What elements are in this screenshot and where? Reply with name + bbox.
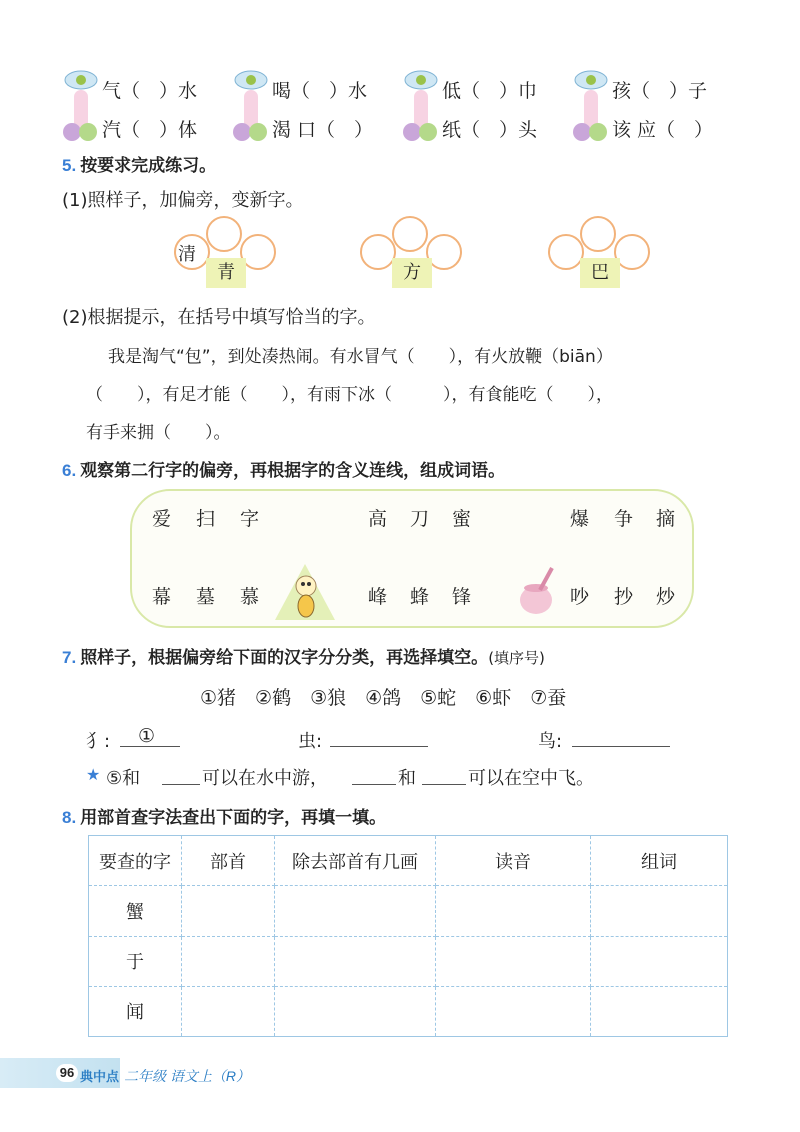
flower-dragonfly-icon <box>58 62 104 142</box>
bee-tent-icon <box>270 560 340 622</box>
match-bottom-char[interactable]: 幕 <box>152 586 172 608</box>
match-bottom-char[interactable]: 锋 <box>452 586 472 608</box>
honey-jar-icon <box>514 566 560 616</box>
flower-dragonfly-icon <box>568 62 614 142</box>
flower-dragonfly-icon <box>398 62 444 142</box>
category-insect-blank[interactable] <box>330 746 428 747</box>
table-input-cell[interactable] <box>275 936 436 986</box>
section8-title-text: 用部首查字法查出下面的字，再填一填。 <box>80 808 387 828</box>
section7-options: ①猪 ②鹤 ③狼 ④鸽 ⑤蛇 ⑥虾 ⑦蚕 <box>200 687 567 709</box>
category-wolf-label: 犭: <box>86 731 111 752</box>
section6-title <box>62 456 505 481</box>
section5-part2-instruction: (2)根据提示，在括号中填写恰当的字。 <box>62 307 376 328</box>
table-char-cell: 闻 <box>89 986 182 1036</box>
section5-part1-instruction: (1)照样子，加偏旁，变新字。 <box>62 190 304 211</box>
flower-row1-item: 喝（ ）水 <box>272 80 368 102</box>
table-input-cell[interactable] <box>591 936 728 986</box>
section5-paragraph-line: 我是淘气“包”，到处凑热闹。有水冒气（ ），有火放鞭（biān） <box>108 347 613 367</box>
match-bottom-char[interactable]: 峰 <box>368 586 388 608</box>
category-wolf-answer: ① <box>138 725 156 747</box>
footer-grade-text: 二年级 语文上（R） <box>124 1068 250 1084</box>
category-insect-label: 虫: <box>298 731 323 752</box>
petal-circle[interactable] <box>580 216 616 252</box>
example-result-char: 清 <box>178 244 196 265</box>
section8-number: 8. <box>62 808 77 827</box>
petal-circle[interactable] <box>360 234 396 270</box>
publisher-logo: 典中点 <box>80 1069 120 1084</box>
section6-title-text: 观察第二行字的偏旁，再根据字的含义连线，组成词语。 <box>80 461 506 481</box>
section5-paragraph-line: 有手来拥（ ）。 <box>86 423 231 443</box>
match-top-char[interactable]: 扫 <box>196 508 216 530</box>
flower-dragonfly-icon <box>228 62 274 142</box>
star-line-part: 和 <box>398 768 416 789</box>
section7-title-text: 照样子，根据偏旁给下面的汉字分分类，再选择填空。 <box>80 648 489 668</box>
petal-circle[interactable] <box>548 234 584 270</box>
section5-title <box>62 151 216 176</box>
section7-number: 7. <box>62 648 77 667</box>
flower-row2-item: 该 应（ ） <box>612 119 714 141</box>
match-bottom-char[interactable]: 慕 <box>240 586 260 608</box>
star-blank[interactable] <box>422 784 466 785</box>
match-bottom-char[interactable]: 抄 <box>614 586 634 608</box>
table-char-cell: 于 <box>89 936 182 986</box>
match-top-char[interactable]: 争 <box>614 508 634 530</box>
section5-title-text: 按要求完成练习。 <box>80 156 217 176</box>
petal-circle[interactable] <box>206 216 242 252</box>
table-row <box>89 986 728 1036</box>
table-header-cell: 除去部首有几画 <box>275 836 436 886</box>
flower-row1-item: 孩（ ）子 <box>612 80 708 102</box>
match-top-char[interactable]: 刀 <box>410 508 430 530</box>
table-input-cell[interactable] <box>275 886 436 936</box>
section7-title-note: (填序号) <box>488 649 545 667</box>
section8-title <box>62 803 386 828</box>
table-input-cell[interactable] <box>182 936 275 986</box>
section5-number: 5. <box>62 156 77 175</box>
table-input-cell[interactable] <box>182 986 275 1036</box>
table-header-cell: 读音 <box>436 836 591 886</box>
flower-row2-item: 渴 口（ ） <box>272 119 374 141</box>
match-top-char[interactable]: 高 <box>368 508 388 530</box>
star-line-part: 可以在空中飞。 <box>468 768 594 789</box>
star-line-part: 可以在水中游， <box>202 768 328 789</box>
page-number: 96 <box>56 1064 78 1082</box>
section7-title <box>62 643 545 668</box>
star-blank[interactable] <box>162 784 200 785</box>
table-input-cell[interactable] <box>436 936 591 986</box>
flower-row1-item: 气（ ）水 <box>102 80 198 102</box>
petal-circle[interactable] <box>392 216 428 252</box>
match-bottom-char[interactable]: 吵 <box>570 586 590 608</box>
flower-row2-item: 汽（ ）体 <box>102 119 198 141</box>
match-top-char[interactable]: 摘 <box>656 508 676 530</box>
match-top-char[interactable]: 字 <box>240 508 260 530</box>
table-header-cell: 组词 <box>591 836 728 886</box>
match-bottom-char[interactable]: 蜂 <box>410 586 430 608</box>
match-bottom-char[interactable]: 炒 <box>656 586 676 608</box>
match-top-char[interactable]: 蜜 <box>452 508 472 530</box>
base-char-box: 青 <box>206 258 246 288</box>
table-input-cell[interactable] <box>436 886 591 936</box>
match-top-char[interactable]: 爆 <box>570 508 590 530</box>
table-row <box>89 886 728 936</box>
category-bird-label: 鸟: <box>538 731 563 752</box>
dictionary-table <box>88 835 728 1037</box>
section6-number: 6. <box>62 461 77 480</box>
table-row <box>89 936 728 986</box>
section5-paragraph-line: （ ），有足才能（ ），有雨下冰（ ），有食能吃（ ）， <box>86 385 613 405</box>
table-input-cell[interactable] <box>436 986 591 1036</box>
table-input-cell[interactable] <box>182 886 275 936</box>
star-icon: ★ <box>86 765 101 784</box>
table-input-cell[interactable] <box>275 986 436 1036</box>
table-char-cell: 蟹 <box>89 886 182 936</box>
flower-row1-item: 低（ ）巾 <box>442 80 538 102</box>
table-input-cell[interactable] <box>591 886 728 936</box>
star-line-part: ⑤和 <box>106 768 141 789</box>
match-top-char[interactable]: 爱 <box>152 508 172 530</box>
star-blank[interactable] <box>352 784 396 785</box>
base-char-box: 巴 <box>580 258 620 288</box>
table-header-row <box>89 836 728 886</box>
base-char-box: 方 <box>392 258 432 288</box>
match-bottom-char[interactable]: 墓 <box>196 586 216 608</box>
table-header-cell: 部首 <box>182 836 275 886</box>
table-input-cell[interactable] <box>591 986 728 1036</box>
category-bird-blank[interactable] <box>572 746 670 747</box>
table-header-cell: 要查的字 <box>89 836 182 886</box>
flower-row2-item: 纸（ ）头 <box>442 119 538 141</box>
